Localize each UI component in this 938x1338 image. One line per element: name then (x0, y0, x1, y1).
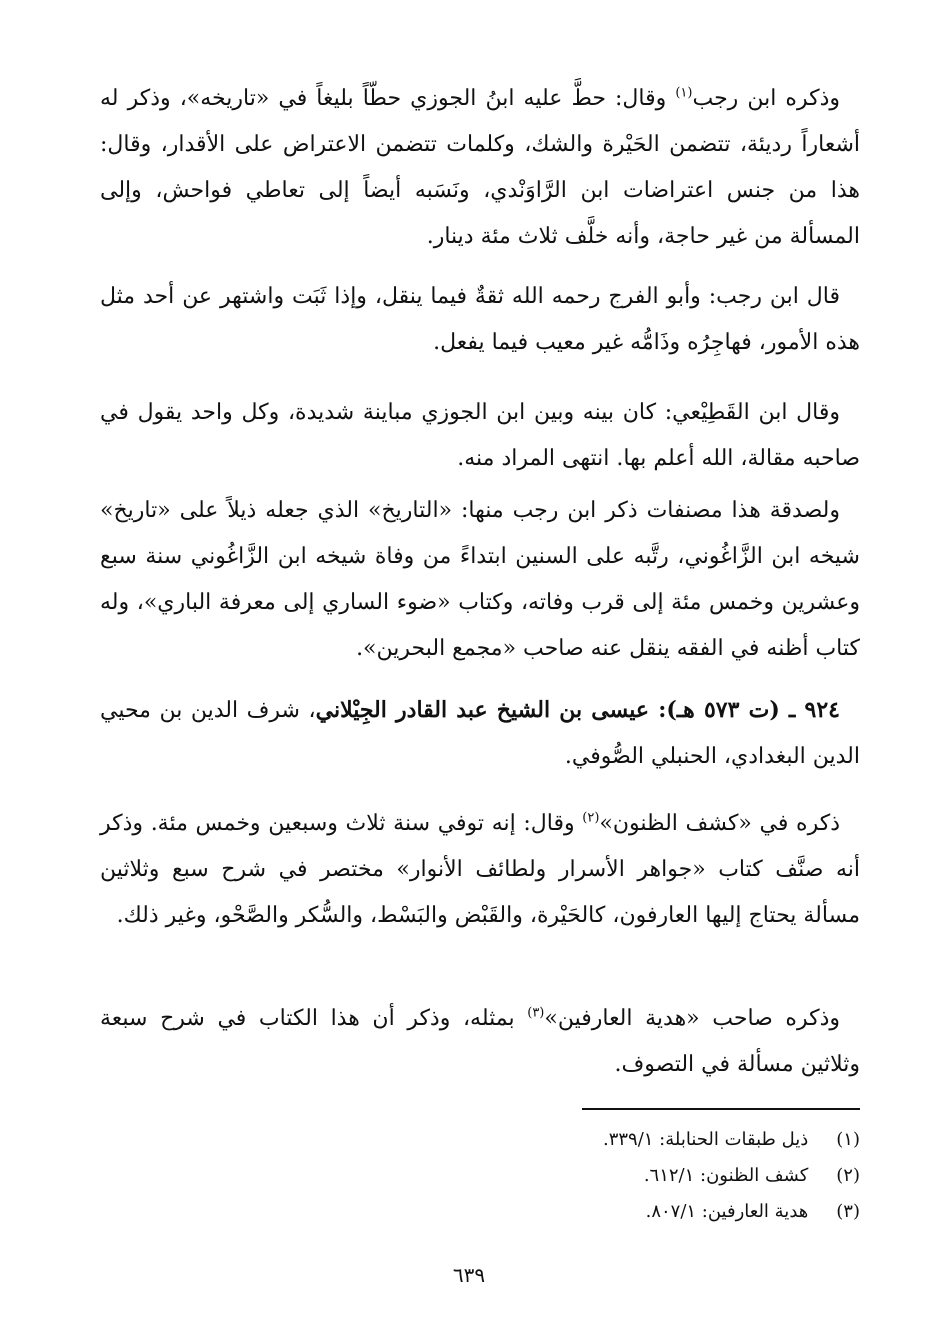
footnote-text: ذيل طبقات الحنابلة: ٣٣٩/١. (602, 1129, 809, 1150)
paragraph-2 (100, 274, 860, 366)
paragraph-7-text-end: بمثله، وذكر أن هذا الكتاب في شرح سبعة وثلاثين مسألة في التصوف. (100, 1006, 860, 1077)
footnote-3 (460, 1194, 860, 1230)
paragraph-6 (100, 801, 860, 939)
entry-heading: ٩٢٤ ـ (ت ٥٧٣ هـ): عيسى بن الشيخ عبد القادر الجِيْلاني (315, 697, 840, 723)
paragraph-6-text-start: ذكره في «كشف الظنون» (599, 811, 840, 836)
footnote-text: هدية العارفين: ٨٠٧/١. (645, 1201, 809, 1222)
paragraph-4 (100, 488, 860, 672)
entry-heading-rest: ، شرف الدين بن محيي الدين البغدادي، الحنبلي الصُّوفي. (100, 698, 860, 769)
footnote-separator (582, 1108, 860, 1110)
footnote-ref-1: (١) (675, 85, 693, 101)
paragraph-7-text-start: وذكره صاحب «هدية العارفين» (544, 1006, 840, 1031)
paragraph-7 (100, 996, 860, 1088)
paragraph-1-text-start: وذكره ابن رجب (692, 86, 840, 111)
paragraph-4-text: ولصدقة هذا مصنفات ذكر ابن رجب منها: «التاريخ» الذي جعله ذيلاً على «تاريخ» شيخه ابن الزَّاغُوني، رتَّبه على السنين ابتداءً من وفاة شيخه ابن الزَّاغُوني سنة سبع وعشرين وخمس مئة إلى قرب وفاته، وكتاب «ضوء الساري إلى معرفة الباري»، وله كتاب أظنه في الفقه ينقل عنه صاحب «مجمع البحرين». (100, 498, 860, 661)
footnote-2 (460, 1158, 860, 1194)
paragraph-6-text-end: وقال: إنه توفي سنة ثلاث وسبعين وخمس مئة. وذكر أنه صنَّف كتاب «جواهر الأسرار ولطائف الأنوار» مختصر في شرح سبع وثلاثين مسألة يحتاج إليها العارفون، كالحَيْرة، والقَبْض والبَسْط، والسُّكر والصَّحْو، وغير ذلك. (100, 811, 860, 928)
biography-entry-924 (100, 687, 860, 780)
paragraph-1 (100, 76, 860, 260)
footnotes (460, 1122, 860, 1230)
paragraph-2-text: قال ابن رجب: وأبو الفرج رحمه الله ثقةٌ فيما ينقل، وإذا ثَبَت واشتهر عن أحد مثل هذه الأمور، فهاجِرُه وذَامُّه غير معيب فيما يفعل. (100, 284, 860, 355)
footnote-number: (٢) (836, 1165, 860, 1186)
paragraph-3 (100, 390, 860, 482)
footnote-number: (٣) (836, 1201, 860, 1222)
footnote-ref-2: (٢) (582, 810, 600, 826)
footnote-number: (١) (836, 1129, 860, 1150)
paragraph-1-text-end: وقال: حطَّ عليه ابنُ الجوزي حطّاً بليغاً في «تاريخه»، وذكر له أشعاراً رديئة، تتضمن الحَيْرة والشك، وكلمات تتضمن الاعتراض على الأقدار، وقال: هذا من جنس اعتراضات ابن الرَّاوَنْدي، ونَسَبه أيضاً إلى تعاطي فواحش، وإلى المسألة من غير حاجة، وأنه خلَّف ثلاث مئة دينار. (100, 86, 860, 249)
book-page (100, 0, 860, 1338)
footnote-1 (460, 1122, 860, 1158)
paragraph-3-text: وقال ابن القَطِيْعي: كان بينه وبين ابن الجوزي مباينة شديدة، وكل واحد يقول في صاحبه مقالة، الله أعلم بها. انتهى المراد منه. (100, 400, 860, 471)
footnote-text: كشف الظنون: ٦١٢/١. (643, 1165, 809, 1186)
page-number: ٦٣٩ (452, 1263, 486, 1287)
footnote-ref-3: (٣) (527, 1005, 545, 1021)
